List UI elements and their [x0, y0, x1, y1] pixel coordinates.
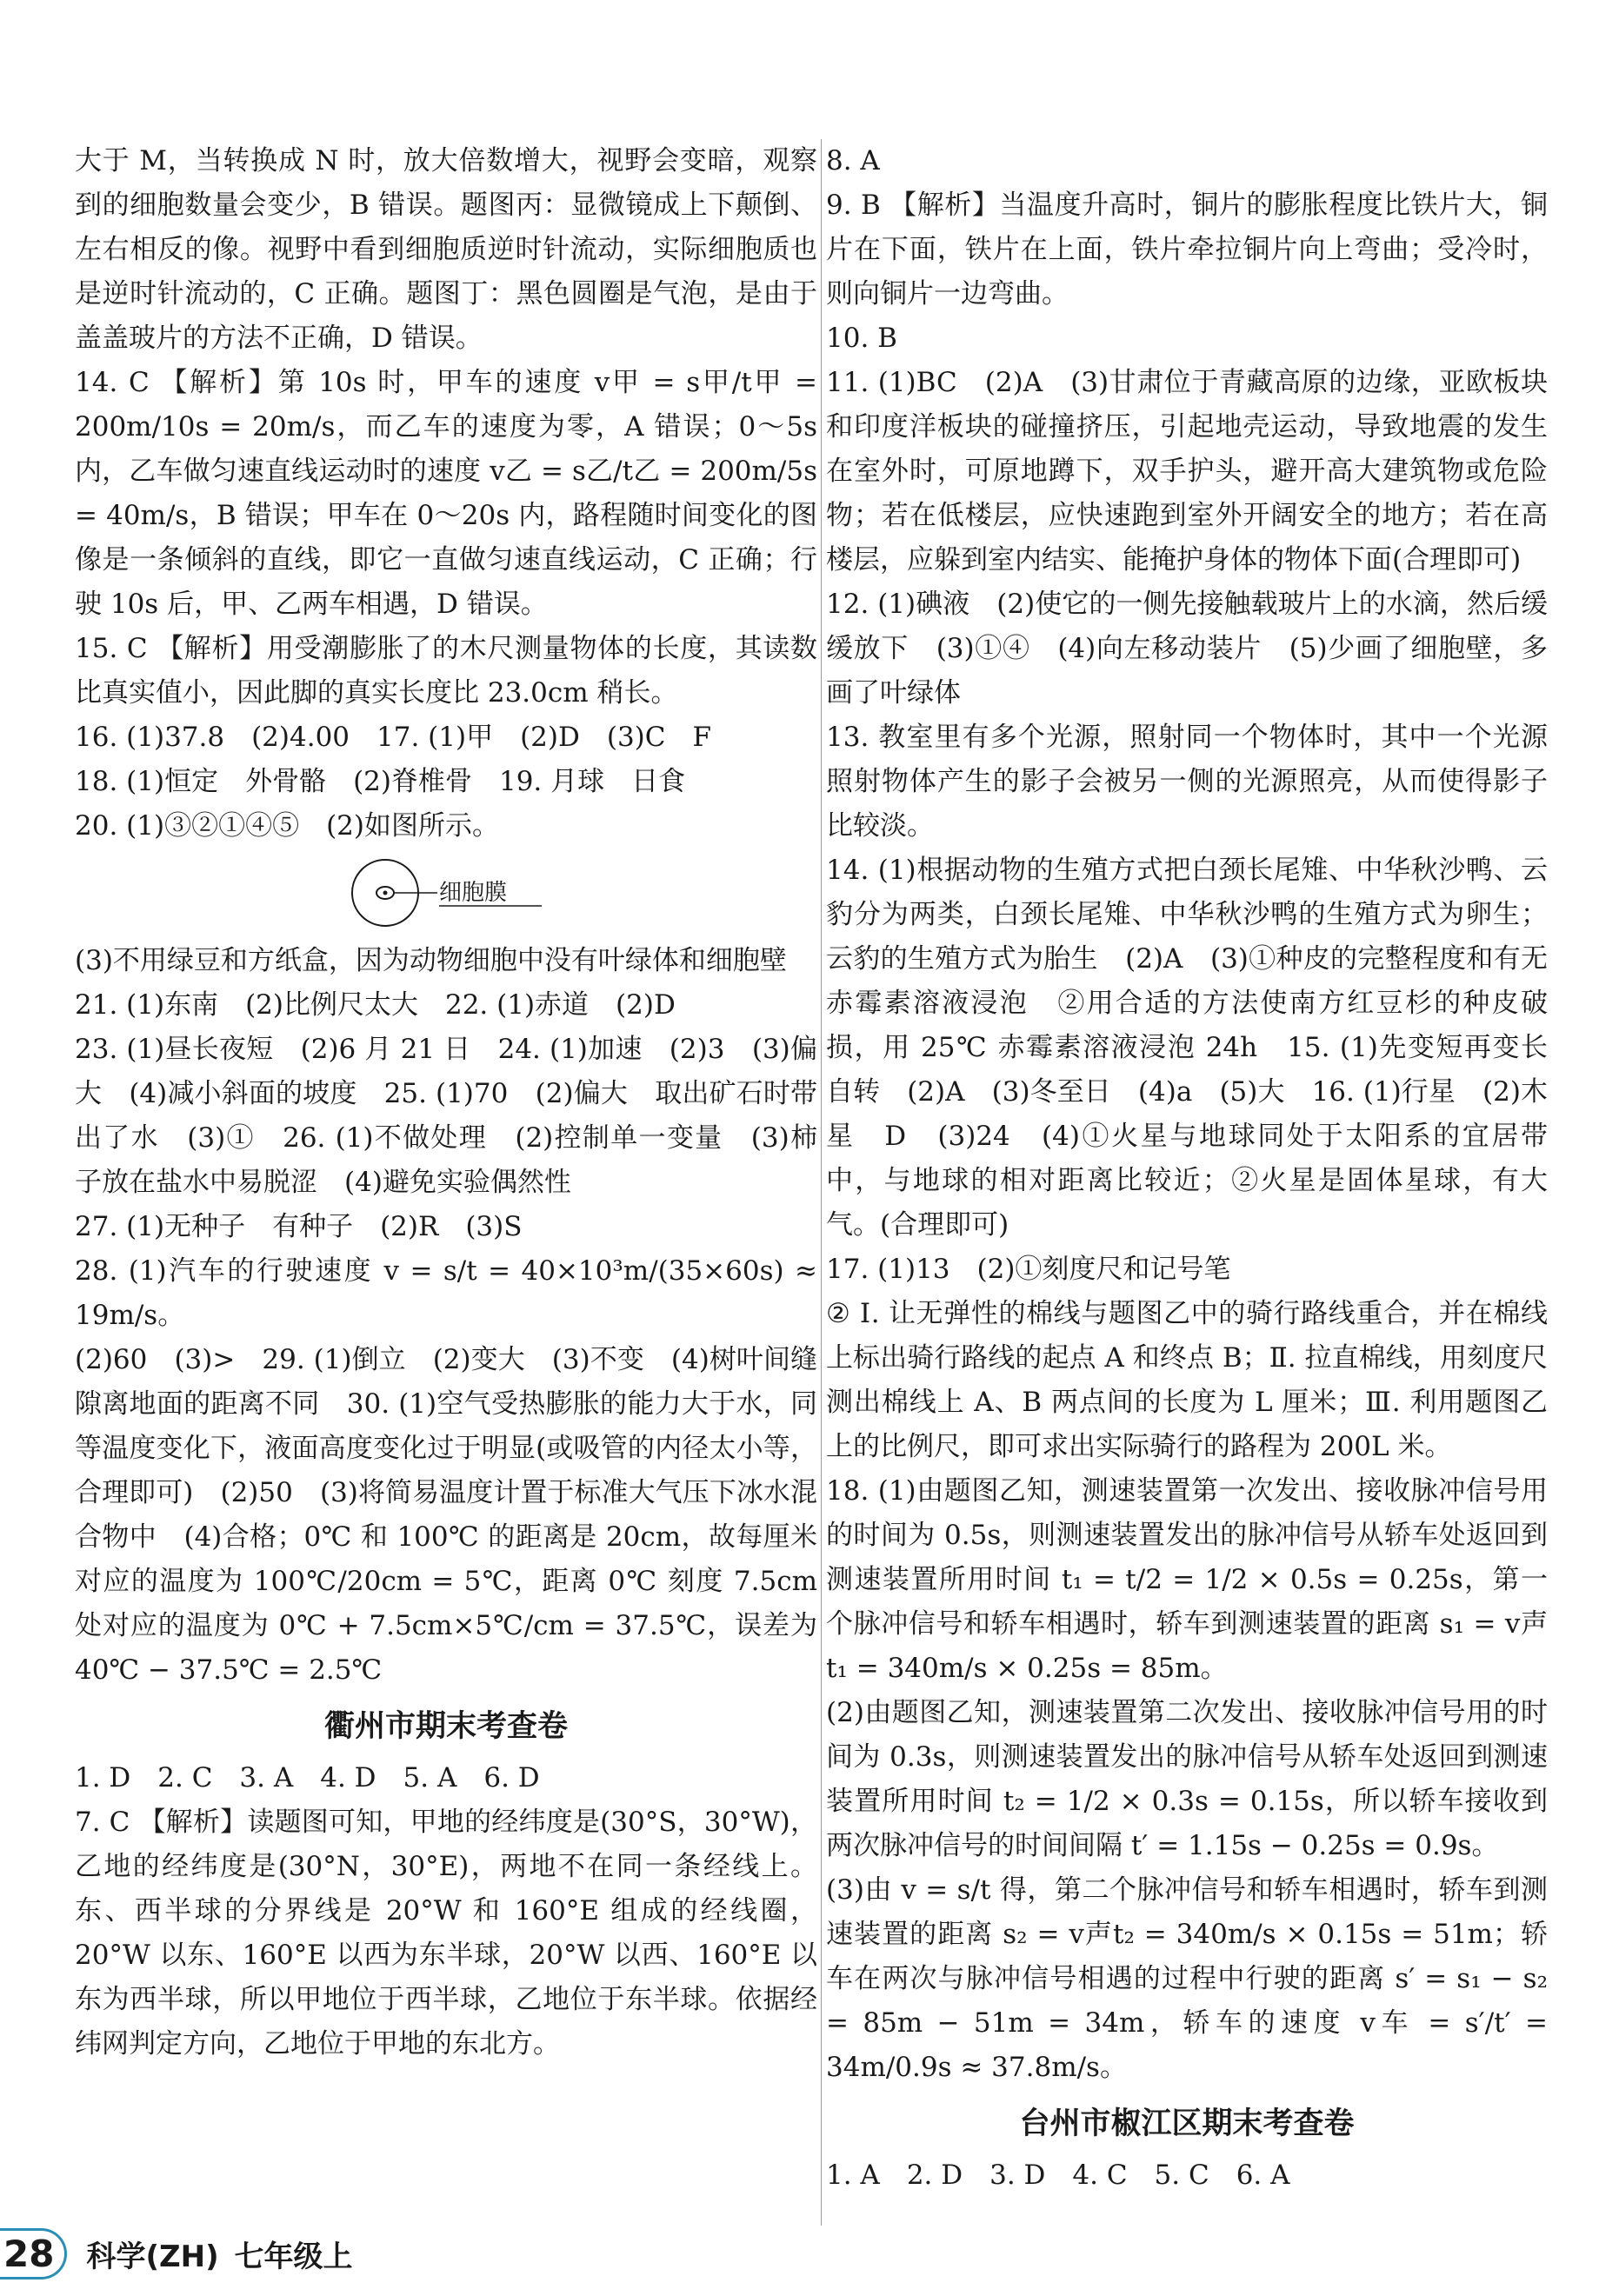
answer-14-16: 14. (1)根据动物的生殖方式把白颈长尾雉、中华秋沙鸭、云豹分为两类，白颈长尾雉、中华秋沙鸭的生殖方式为卵生；云豹的生殖方式为胎生 (2)A (3)①种皮的完整程度和有无赤霉素溶液浸泡 ②用合适的方法使南方红豆杉的种皮破损，用 25℃ 赤霉素溶液浸泡 24h 15. (1)先变短再变长 自转 (2)A (3)冬至日 (4)a (5)大 16. (1)行星 (2)木星 D (3)24 (4)①火星与地球同处于太阳系的宜居带中，与地球的相对距离比较近；②火星是固体星球，有大气。(合理即可) — [826, 855, 1575, 1241]
answer-14: 14. C 【解析】第 10s 时，甲车的速度 v甲 = s甲/t甲 = 200m/10s = 20m/s，而乙车的速度为零，A 错误；0～5s 内，乙车做匀速直线运动时的速度 v乙 = s乙/t乙 = 200m/5s = 40m/s，B 错误；甲车在 0～20s 内，路程随时间变化的图像是一条倾斜的直线，即它一直做匀速直线运动，C 正确；行驶 10s 后，甲、乙两车相遇，D 错误。 — [75, 367, 817, 620]
answer-18-19: 18. (1)恒定 外骨骼 (2)脊椎骨 19. 月球 日食 — [75, 766, 686, 797]
subject-name: 科学(ZH) — [86, 2239, 219, 2274]
cell-membrane-figure — [333, 854, 559, 932]
answer-18-part1: 18. (1)由题图乙知，测速装置第一次发出、接收脉冲信号用的时间为 0.5s，则测速装置发出的脉冲信号从轿车处返回到测速装置所用时间 t₁ = t/2 = 1/2 × 0.5s = 0.25s，第一个脉冲信号和轿车相遇时，轿车到测速装置的距离 s₁ = v声t₁ = 340m/s × 0.25s = 85m。 — [826, 1475, 1548, 1684]
answer-12: 12. (1)碘液 (2)使它的一侧先接触载玻片上的水滴，然后缓缓放下 (3)①④ (4)向左移动装片 (5)少画了细胞壁，多画了叶绿体 — [826, 589, 1548, 709]
answer-13: 13. 教室里有多个光源，照射同一个物体时，其中一个光源照射物体产生的影子会被另一侧的光源照亮，从而使得影子比较淡。 — [826, 722, 1548, 842]
answer-23-26: 23. (1)昼长夜短 (2)6 月 21 日 24. (1)加速 (2)3 (3)偏大 (4)减小斜面的坡度 25. (1)70 (2)偏大 取出矿石时带出了水 (3)① 26. (1)不做处理 (2)控制单一变量 (3)柿子放在盐水中易脱涩 (4)避免实验偶然性 — [75, 1034, 817, 1198]
nucleolus — [383, 891, 388, 895]
answer-13-continuation: 大于 M，当转换成 N 时，放大倍数增大，视野会变暗，观察到的细胞数量会变少，B 错误。题图丙：显微镜成上下颠倒、左右相反的像。视野中看到细胞质逆时针流动，实际细胞质也是逆时针流动的，C 正确。题图丁：黑色圆圈是气泡，是由于盖盖玻片的方法不正确，D 错误。 — [75, 145, 817, 354]
answer-27: 27. (1)无种子 有种子 (2)R (3)S — [75, 1211, 523, 1242]
taizhou-answers-1-6: 1. A 2. D 3. D 4. C 5. C 6. A — [826, 2160, 1290, 2191]
answer-9: 9. B 【解析】当温度升高时，铜片的膨胀程度比铁片大，铜片在下面，铁片在上面，铁片牵拉铜片向上弯曲；受冷时，则向铜片一边弯曲。 — [826, 190, 1548, 309]
subject-label — [86, 2233, 352, 2275]
page-footer — [0, 2219, 522, 2288]
answer-21-22: 21. (1)东南 (2)比例尺太大 22. (1)赤道 (2)D — [75, 989, 676, 1021]
cell-diagram — [75, 849, 817, 939]
right-column — [826, 139, 1575, 2198]
answer-18-part3: (3)由 v = s/t 得，第二个脉冲信号和轿车相遇时，轿车到测速装置的距离 s₂ = v声t₂ = 340m/s × 0.15s = 51m；轿车在两次与脉冲信号相遇的过程中行驶的距离 s′ = s₁ − s₂ = 85m − 51m = 34m，轿车的速度 v车 = s′/t′ = 34m/0.9s ≈ 37.8m/s。 — [826, 1874, 1548, 2083]
answer-10: 10. B — [826, 323, 897, 354]
answer-11: 11. (1)BC (2)A (3)甘肃位于青藏高原的边缘，亚欧板块和印度洋板块的碰撞挤压，引起地壳运动，导致地震的发生 在室外时，可原地蹲下，双手护头，避开高大建筑物或危险物；若在低楼层，应快速跑到室外开阔安全的地方；若在高楼层，应躲到室内结实、能掩护身体的物体下面(合理即可) — [826, 367, 1575, 576]
answer-17: 17. (1)13 (2)①刻度尺和记号笔 — [826, 1254, 1231, 1285]
answer-28: 28. (1)汽车的行驶速度 v = s/t = 40×10³m/(35×60s) ≈ 19m/s。 — [75, 1255, 817, 1331]
answer-28-30: (2)60 (3)> 29. (1)倒立 (2)变大 (3)不变 (4)树叶间缝隙离地面的距离不同 30. (1)空气受热膨胀的能力大于水，同等温度变化下，液面高度变化过于明显(或吸管的内径太小等，合理即可) (2)50 (3)将简易温度计置于标准大气压下冰水混合物中 (4)合格；0℃ 和 100℃ 的距离是 20cm，故每厘米对应的温度为 100℃/20cm = 5℃，距离 0℃ 刻度 7.5cm 处对应的温度为 0℃ + 7.5cm×5℃/cm = 37.5℃，误差为 40℃ − 37.5℃ = 2.5℃ — [75, 1344, 817, 1686]
section-title-quzhou: 衢州市期末考查卷 — [323, 1709, 568, 1744]
answer-16-17: 16. (1)37.8 (2)4.00 17. (1)甲 (2)D (3)C F — [75, 722, 711, 753]
answer-20-part3: (3)不用绿豆和方纸盒，因为动物细胞中没有叶绿体和细胞壁 — [75, 945, 787, 976]
answer-20: 20. (1)③②①④⑤ (2)如图所示。 — [75, 810, 499, 842]
section-title-taizhou: 台州市椒江区期末考查卷 — [1019, 2106, 1355, 2141]
answer-18-part2: (2)由题图乙知，测速装置第二次发出、接收脉冲信号用的时间为 0.3s，则测速装置发出的脉冲信号从轿车处返回到测速装置所用时间 t₂ = 1/2 × 0.3s = 0.15s，所以轿车接收到两次脉冲信号的时间间隔 t′ = 1.15s − 0.25s = 0.9s。 — [826, 1697, 1548, 1861]
left-column — [75, 139, 817, 2066]
quzhou-answer-7: 7. C 【解析】读题图可知，甲地的经纬度是(30°S，30°W)，乙地的经纬度是(30°N，30°E)，两地不在同一条经线上。东、西半球的分界线是 20°W 和 160°E 组成的经线圈，20°W 以东、160°E 以西为东半球，20°W 以西、160°E 以东为西半球，所以甲地位于西半球，乙地位于东半球。依据经纬网判定方向，乙地位于甲地的东北方。 — [75, 1807, 817, 2060]
grade-label: 七年级上 — [234, 2239, 353, 2274]
quzhou-answers-1-6: 1. D 2. C 3. A 4. D 5. A 6. D — [75, 1762, 540, 1794]
cell-membrane-label: 细胞膜 — [439, 880, 508, 906]
answer-15: 15. C 【解析】用受潮膨胀了的木尺测量物体的长度，其读数比真实值小，因此脚的真实长度比 23.0cm 稍长。 — [75, 633, 817, 709]
page-number: 28 — [0, 2228, 67, 2279]
column-divider — [821, 139, 822, 2226]
answer-17-part2: ② Ⅰ. 让无弹性的棉线与题图乙中的骑行路线重合，并在棉线上标出骑行路线的起点 A 和终点 B；Ⅱ. 拉直棉线，用刻度尺测出棉线上 A、B 两点间的长度为 L 厘米；Ⅲ. 利用题图乙上的比例尺，即可求出实际骑行的路程为 200L 米。 — [826, 1298, 1548, 1462]
answer-8: 8. A — [826, 145, 880, 176]
